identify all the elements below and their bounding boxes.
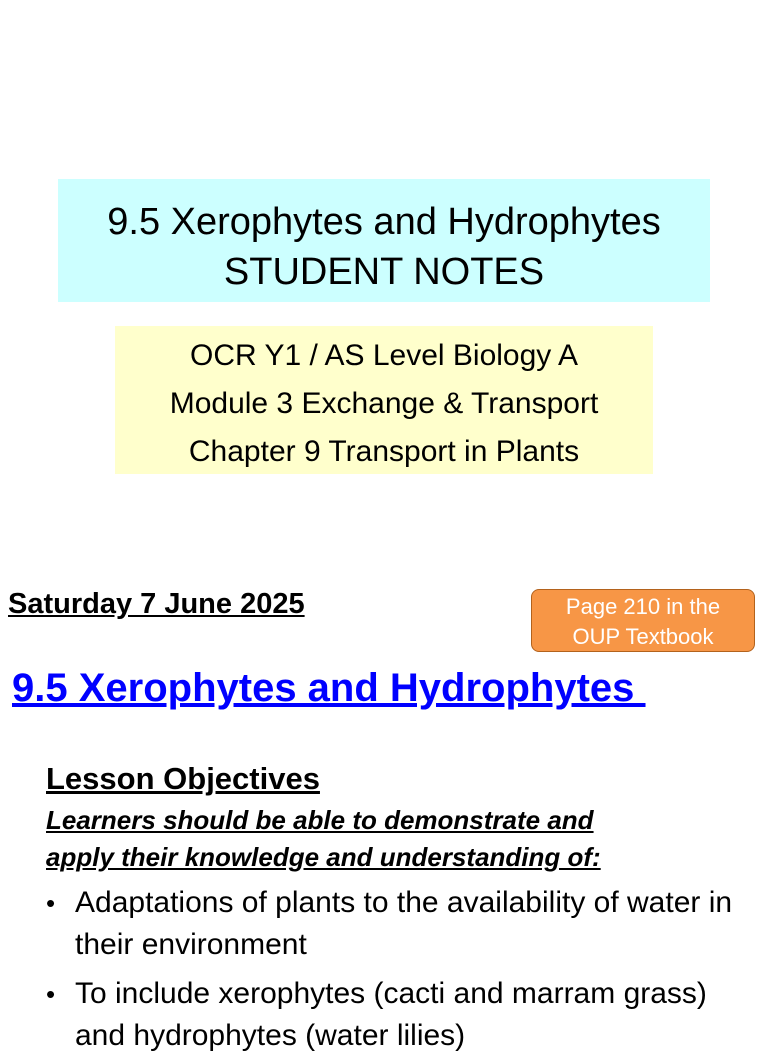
course-line-3: Chapter 9 Transport in Plants xyxy=(188,435,580,468)
section-heading-link[interactable]: 9.5 Xerophytes and Hydrophytes xyxy=(12,666,646,710)
objective-text: Adaptations of plants to the availability of water in their environment xyxy=(75,886,733,961)
objectives-list xyxy=(46,882,746,1057)
list-item xyxy=(46,882,746,966)
objective-text: To include xerophytes (cacti and marram grass) and hydrophytes (water lilies) xyxy=(75,977,707,1052)
lesson-objectives xyxy=(46,760,746,1064)
course-info-box xyxy=(115,326,653,474)
page-ref-line-1: Page 210 in the xyxy=(565,594,721,619)
title-line-1: 9.5 Xerophytes and Hydrophytes xyxy=(107,201,661,243)
lesson-date: Saturday 7 June 2025 xyxy=(8,588,305,620)
bullet-icon: • xyxy=(46,888,56,918)
course-line-2: Module 3 Exchange & Transport xyxy=(169,387,599,420)
objectives-intro-line-2: apply their knowledge and understanding of: xyxy=(46,842,601,872)
title-line-2: STUDENT NOTES xyxy=(223,251,545,293)
page-ref-line-2: OUP Textbook xyxy=(572,624,714,649)
title-box xyxy=(58,179,710,302)
bullet-icon: • xyxy=(46,979,56,1009)
objectives-title: Lesson Objectives xyxy=(46,761,320,796)
course-line-1: OCR Y1 / AS Level Biology A xyxy=(190,339,578,372)
list-item xyxy=(46,973,746,1057)
objectives-intro-line-1: Learners should be able to demonstrate and xyxy=(46,805,594,835)
textbook-page-badge xyxy=(531,589,755,652)
objectives-intro xyxy=(46,802,746,876)
